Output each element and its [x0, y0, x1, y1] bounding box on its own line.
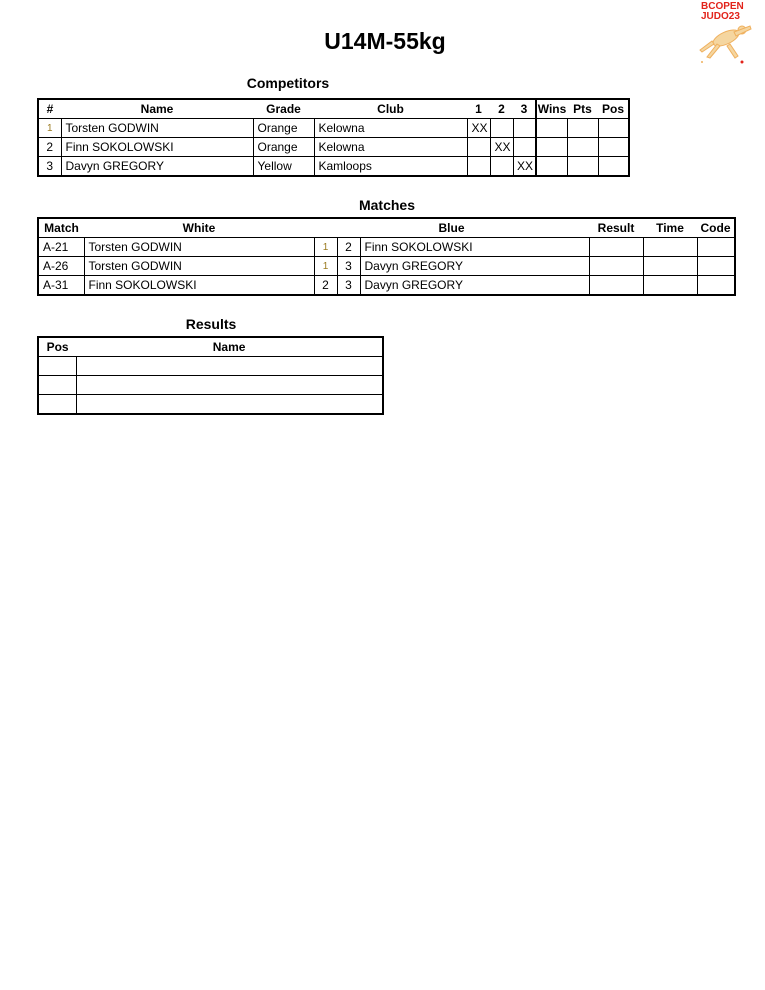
- matches-table: [37, 217, 736, 296]
- time-cell: [643, 238, 697, 257]
- wins-cell: [536, 119, 567, 138]
- header-wins: Wins: [536, 99, 567, 119]
- pos-cell: [598, 157, 629, 177]
- pos-cell: [598, 119, 629, 138]
- competitor-name: Finn SOKOLOWSKI: [61, 138, 253, 157]
- white-number: 2: [314, 276, 337, 296]
- header-white: White: [182, 221, 216, 235]
- competitor-number: 2: [38, 138, 61, 157]
- table-row: [38, 395, 383, 415]
- header-club: Club: [377, 102, 404, 116]
- result-pos: [38, 357, 76, 376]
- time-cell: [643, 257, 697, 276]
- blue-number: 3: [337, 276, 360, 296]
- pts-cell: [567, 138, 598, 157]
- white-competitor: Torsten GODWIN: [84, 238, 314, 257]
- result-pos: [38, 376, 76, 395]
- header-match-3: 3: [520, 102, 528, 116]
- match-cell: XX: [490, 138, 513, 157]
- time-cell: [643, 276, 697, 296]
- table-row: [38, 357, 383, 376]
- bc-open-judo-logo: [690, 0, 760, 72]
- code-cell: [697, 238, 735, 257]
- table-row: [38, 119, 629, 138]
- judoka-figure-icon: [690, 0, 760, 72]
- result-name: [76, 376, 383, 395]
- white-competitor: Finn SOKOLOWSKI: [84, 276, 314, 296]
- header-name: Name: [140, 102, 174, 116]
- match-cell: [513, 138, 536, 157]
- result-cell: [589, 238, 643, 257]
- blue-competitor: Davyn GREGORY: [360, 257, 589, 276]
- competitor-club: Kamloops: [314, 157, 467, 177]
- header-name: Name: [212, 340, 246, 354]
- pos-cell: [598, 138, 629, 157]
- match-cell: [490, 157, 513, 177]
- wins-cell: [536, 138, 567, 157]
- header-result: Result: [597, 221, 635, 235]
- header-match: Match: [44, 221, 79, 235]
- result-cell: [589, 257, 643, 276]
- code-cell: [697, 257, 735, 276]
- competitors-section-title: Competitors: [246, 75, 330, 91]
- header-grade: Grade: [266, 102, 301, 116]
- competitors-table: [37, 98, 630, 177]
- match-id: A-21: [38, 238, 84, 257]
- white-number: 1: [314, 257, 337, 276]
- matches-section-title: Matches: [358, 197, 416, 213]
- header-pts: Pts: [573, 102, 592, 116]
- match-cell: [490, 119, 513, 138]
- logo-text-line2: JUDO23: [701, 11, 740, 22]
- results-table: [37, 336, 384, 415]
- blue-number: 2: [337, 238, 360, 257]
- competitor-club: Kelowna: [314, 138, 467, 157]
- table-row: [38, 157, 629, 177]
- competitor-number: 1: [38, 119, 61, 138]
- match-cell: [513, 119, 536, 138]
- match-cell: [467, 157, 490, 177]
- result-name: [76, 395, 383, 415]
- pts-cell: [567, 119, 598, 138]
- header-match-1: 1: [475, 102, 482, 116]
- blue-competitor: Davyn GREGORY: [360, 276, 589, 296]
- competitor-name: Davyn GREGORY: [61, 157, 253, 177]
- table-row: [38, 238, 735, 257]
- table-row: [38, 257, 735, 276]
- wins-cell: [536, 157, 567, 177]
- competitor-club: Kelowna: [314, 119, 467, 138]
- logo-text-line1: BCOPEN: [701, 1, 744, 12]
- header-match-2: 2: [498, 102, 505, 116]
- results-section-title: Results: [185, 316, 237, 332]
- match-cell: XX: [467, 119, 490, 138]
- blue-competitor: Finn SOKOLOWSKI: [360, 238, 589, 257]
- match-cell: [467, 138, 490, 157]
- result-pos: [38, 395, 76, 415]
- result-name: [76, 357, 383, 376]
- competitor-name: Torsten GODWIN: [61, 119, 253, 138]
- competitor-grade: Orange: [253, 119, 314, 138]
- competitors-header-row: [38, 99, 629, 119]
- table-row: [38, 376, 383, 395]
- blue-number: 3: [337, 257, 360, 276]
- match-id: A-31: [38, 276, 84, 296]
- competitor-number: 3: [38, 157, 61, 177]
- white-competitor: Torsten GODWIN: [84, 257, 314, 276]
- match-cell: XX: [513, 157, 536, 177]
- code-cell: [697, 276, 735, 296]
- header-blue: Blue: [438, 221, 465, 235]
- white-number: 1: [314, 238, 337, 257]
- table-row: [38, 276, 735, 296]
- header-pos: Pos: [601, 102, 624, 116]
- match-id: A-26: [38, 257, 84, 276]
- header-num: #: [46, 102, 54, 116]
- header-code: Code: [700, 221, 731, 235]
- matches-header-row: [38, 218, 735, 238]
- pts-cell: [567, 157, 598, 177]
- header-time: Time: [656, 221, 684, 235]
- results-header-row: [38, 337, 383, 357]
- competitor-grade: Orange: [253, 138, 314, 157]
- table-row: [38, 138, 629, 157]
- header-pos: Pos: [46, 340, 69, 354]
- competitor-grade: Yellow: [253, 157, 314, 177]
- page-title: U14M-55kg: [324, 28, 446, 54]
- result-cell: [589, 276, 643, 296]
